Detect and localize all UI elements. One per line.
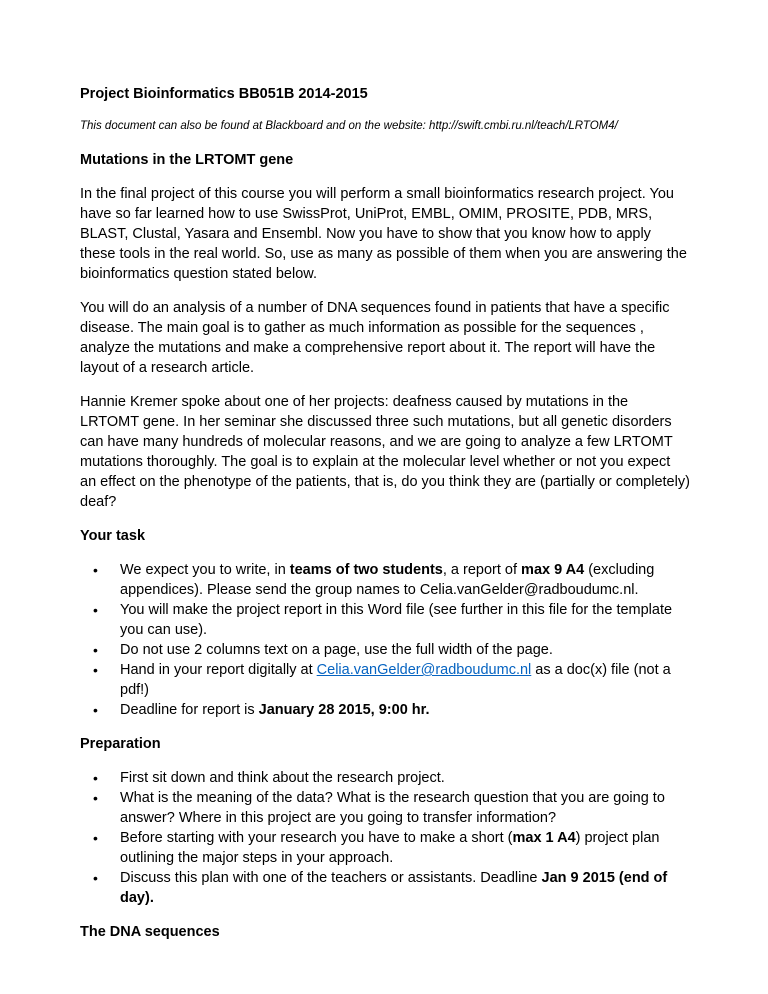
list-item bbox=[93, 700, 690, 720]
list-item bbox=[93, 868, 690, 908]
list-item bbox=[93, 768, 690, 788]
intro-paragraph: You will do an analysis of a number of DNA sequences found in patients that have a specific disease. The main goal is to gather as much information as possible for the sequences , analyze the mutations and make a comprehensive report about it. The report will have the layout of a research article. bbox=[80, 300, 670, 376]
list-item-emphasis: teams of two students bbox=[289, 562, 443, 578]
list-item bbox=[93, 600, 690, 640]
bullet-dot-icon: • bbox=[93, 562, 98, 578]
list-item-text: Deadline for report is bbox=[120, 702, 259, 718]
list-item-emphasis: max 9 A4 bbox=[521, 562, 585, 578]
deadline-text: Jan 9 2015 (end of day). bbox=[120, 870, 668, 906]
bullet-dot-icon: • bbox=[93, 702, 98, 718]
section-heading-mutations: Mutations in the LRTOMT gene bbox=[80, 152, 294, 168]
section-heading-preparation: Preparation bbox=[80, 736, 161, 752]
intro-paragraph: Hannie Kremer spoke about one of her projects: deafness caused by mutations in the LRTOMT gene. In her seminar she discussed three such mutations, but all genetic disorders can have many hundreds of molecular reasons, and we are going to analyze a few LRTOMT mutations thoroughly. The goal is to explain at the molecular level whether or not you expect an effect on the phenotype of the patients, that is, do you think they are (partially or completely) deaf? bbox=[80, 394, 690, 510]
bullet-dot-icon: • bbox=[93, 662, 98, 678]
document-body bbox=[80, 84, 690, 956]
list-item bbox=[93, 788, 690, 828]
list-item-emphasis: max 1 A4 bbox=[512, 830, 576, 846]
list-item-text: Do not use 2 columns text on a page, use the full width of the page. bbox=[120, 642, 553, 658]
list-item-text: What is the meaning of the data? What is the research question that you are going to answer? Where in this project are you going to transfer information? bbox=[120, 790, 665, 826]
list-item-text: Discuss this plan with one of the teachers or assistants. Deadline bbox=[120, 870, 542, 886]
list-item bbox=[93, 640, 690, 660]
intro-paragraph: In the final project of this course you will perform a small bioinformatics research project. You have so far learned how to use SwissProt, UniProt, EMBL, OMIM, PROSITE, PDB, MRS, BLAST, Clustal, Yasara and Ensembl. Now you have to show that you know how to apply these tools in the real world. So, use as many as possible of them when you are answering the bioinformatics question stated below. bbox=[80, 186, 687, 282]
list-item-text: You will make the project report in this Word file (see further in this file for the template you can use). bbox=[120, 602, 673, 638]
list-item-text: Hand in your report digitally at bbox=[120, 662, 317, 678]
list-item-text: We expect you to write, in bbox=[120, 562, 290, 578]
list-item bbox=[93, 660, 690, 700]
bullet-dot-icon: • bbox=[93, 870, 98, 886]
email-link[interactable]: Celia.vanGelder@radboudumc.nl bbox=[316, 662, 532, 678]
section-heading-your-task: Your task bbox=[80, 528, 146, 544]
list-item bbox=[93, 560, 690, 600]
bullet-dot-icon: • bbox=[93, 790, 98, 806]
section-heading-dna-sequences: The DNA sequences bbox=[80, 924, 220, 940]
website-note: This document can also be found at Blackboard and on the website: http://swift.cmbi.ru.nl/teach/LRTOM4/ bbox=[80, 120, 618, 132]
task-list bbox=[80, 560, 690, 720]
bullet-dot-icon: • bbox=[93, 770, 98, 786]
preparation-list bbox=[80, 768, 690, 908]
document-title: Project Bioinformatics BB051B 2014-2015 bbox=[80, 86, 368, 102]
bullet-dot-icon: • bbox=[93, 602, 98, 618]
list-item bbox=[93, 828, 690, 868]
bullet-dot-icon: • bbox=[93, 642, 98, 658]
deadline-text: January 28 2015, 9:00 hr. bbox=[258, 702, 430, 718]
list-item-text: as a doc(x) file (not a pdf!) bbox=[120, 662, 671, 698]
list-item-text: , a report of bbox=[442, 562, 522, 578]
list-item-text: ) project plan outlining the major steps in your approach. bbox=[120, 830, 660, 866]
bullet-dot-icon: • bbox=[93, 830, 98, 846]
list-item-text: Before starting with your research you have to make a short ( bbox=[120, 830, 513, 846]
list-item-text: First sit down and think about the research project. bbox=[120, 770, 445, 786]
list-item-text: (excluding appendices). Please send the group names to Celia.vanGelder@radboudumc.nl. bbox=[120, 562, 655, 598]
